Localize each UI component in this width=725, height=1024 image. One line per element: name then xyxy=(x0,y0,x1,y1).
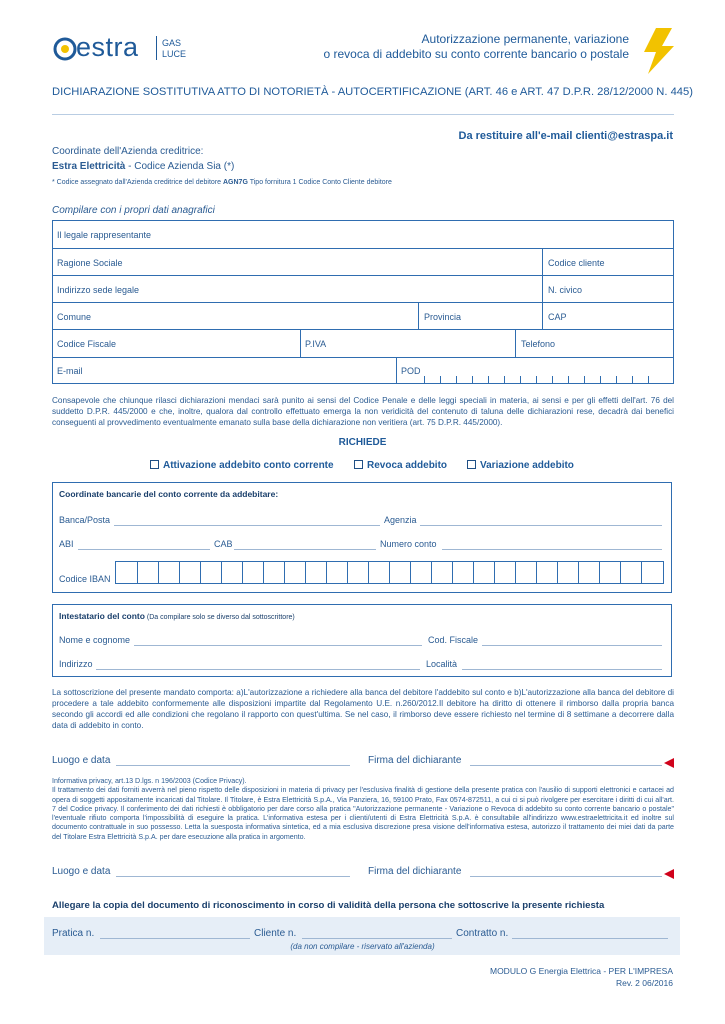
estra-logo xyxy=(52,34,192,64)
holder-address-input[interactable] xyxy=(96,669,420,670)
attach-note: Allegare la copia del documento di riconoscimento in corso di validità della persona che sottoscrive la presente richiesta xyxy=(52,900,605,911)
warning-text: Consapevole che chiunque rilasci dichiarazioni mendaci sarà punito ai sensi del Codice Penale e delle leggi speciali in materia, ai sensi e per gli effetti dell'art. 76 del suddetto D.P.R. 445/2000 e che, inoltre, qualora dal controllo effettuato emerga la non veridicità del contenuto di taluna delle dichiarazioni rese, decadrà dai benefici conseguenti al provvedimento eventualmente emanato sulla base della dichiarazione non veritiera (art. 75 D.P.R. 445/2000). xyxy=(52,396,674,427)
creditor-code: - Codice Azienda Sia (*) xyxy=(125,161,235,172)
lightning-icon xyxy=(642,28,676,74)
red-arrow-icon xyxy=(664,869,674,879)
holder-address-label: Indirizzo xyxy=(59,659,93,669)
privacy-text: Informativa privacy, art.13 D.lgs. n 196/2003 (Codice Privacy). Il trattamento dei dati forniti avverrà nel pieno rispetto delle disposizioni in materia di privacy per l'esclusiva finalità di gestione della presente pratica con l'ausilio di supporti elettronici e cartacei ad opera di soggetti appositamente incaricati dal Titolare. Il Titolare, è Estra Elettricità S.p.A., Via Panziera, 16, 59100 Prato, Fax 0574-872511, a cui ci si può rivolgere per esercitare i diritti di cui all'art. 7 del Codice privacy. Il conferimento dei dati richiesti è obbligatorio per dare corso alla pratica "Autorizzazione permanente - Variazione o Revoca di addebito su conto corrente bancario o postale" l'eventuale rifiuto comporta l'impossibilità di eseguire la pratica. L'informativa estesa per i clienti/utenti di Estra Elettricità S.p.A. è consultabile all'indirizzo www.estraelettricita.it ed inoltre sul documento contrattuale in suo possesso. Letta la suesposta informativa sintetica, ed a mia esclusiva discrezione presa visione dell'informativa estesa, autorizzo il trattamento dei miei dati da parte del Titolare Estra Elettricità S.p.A. per dare esecuzione alla pratica in argomento. xyxy=(52,777,674,841)
field-pod[interactable]: POD xyxy=(401,366,421,376)
agency-label: Agenzia xyxy=(384,515,417,525)
signature-input-1[interactable] xyxy=(470,765,662,766)
return-email: Da restituire all'e-mail clienti@estraspa.it xyxy=(458,130,673,142)
practice-input[interactable] xyxy=(100,938,250,939)
cab-input[interactable] xyxy=(234,549,376,550)
field-address[interactable]: Indirizzo sede legale xyxy=(57,285,140,295)
signature-label-2: Firma del dichiarante xyxy=(368,866,462,877)
bank-post-label: Banca/Posta xyxy=(59,515,111,525)
brand-sub-gas: GAS xyxy=(162,38,182,48)
abi-input[interactable] xyxy=(78,549,210,550)
account-label: Numero conto xyxy=(380,539,437,549)
field-vat[interactable]: P.IVA xyxy=(305,339,327,349)
estra-logo-mark xyxy=(52,36,78,62)
request-title: RICHIEDE xyxy=(338,437,387,448)
creditor-label: Coordinate dell'Azienda creditrice: xyxy=(52,146,204,157)
field-cap[interactable]: CAP xyxy=(548,312,567,322)
client-input[interactable] xyxy=(302,938,452,939)
brand-sub-luce: LUCE xyxy=(162,49,187,59)
checkbox-revoke[interactable] xyxy=(354,460,363,469)
field-company[interactable]: Ragione Sociale xyxy=(57,258,123,268)
red-arrow-icon xyxy=(664,758,674,768)
header-subtitle-1: Autorizzazione permanente, variazione xyxy=(421,32,629,46)
header-subtitle-2: o revoca di addebito su conto corrente bancario o postale xyxy=(323,47,629,61)
checkbox-variation[interactable] xyxy=(467,460,476,469)
checkbox-activation[interactable] xyxy=(150,460,159,469)
option-activation-label: Attivazione addebito conto corrente xyxy=(163,460,334,471)
brand-divider xyxy=(156,36,157,60)
mandate-text: La sottoscrizione del presente mandato comporta: a)L'autorizzazione a richiedere alla banca del debitore l'addebito sul conto e b)L'autorizzazione alla banca del debitore di procedere a tale addebito conformemente alle disposizioni impartite dal Regolamento U.E. n.260/2012.Il debitore ha diritto di ottenere il rimborso dalla propria banca secondo gli accordi ed alle condizioni che regolano il rapporto con quest'ultima. Se nel caso, il rimborso deve essere richiesto nel termine di 8 settimane a decorrere dalla data di addebito in conto. xyxy=(52,688,674,730)
iban-label: Codice IBAN xyxy=(59,574,111,584)
footer-model: MODULO G Energia Elettrica - PER L'IMPRESA xyxy=(489,966,673,976)
abi-label: ABI xyxy=(59,539,74,549)
option-activation[interactable] xyxy=(150,460,334,471)
creditor-note-pre: * Codice assegnato dall'Azienda creditrice del debitore xyxy=(52,179,223,186)
holder-fiscal-label: Cod. Fiscale xyxy=(428,635,479,645)
fill-heading: Compilare con i propri dati anagrafici xyxy=(52,205,215,216)
holder-title-text: Intestatario del conto xyxy=(59,611,145,621)
cab-label: CAB xyxy=(214,539,233,549)
field-client-code[interactable]: Codice cliente xyxy=(548,258,605,268)
signature-input-2[interactable] xyxy=(470,876,662,877)
account-input[interactable] xyxy=(442,549,662,550)
holder-fiscal-input[interactable] xyxy=(482,645,662,646)
place-date-label-1: Luogo e data xyxy=(52,755,111,766)
holder-name-input[interactable] xyxy=(134,645,422,646)
field-city[interactable]: Comune xyxy=(57,312,92,322)
field-fiscal-code[interactable]: Codice Fiscale xyxy=(57,339,117,349)
holder-name-label: Nome e cognome xyxy=(59,635,131,645)
creditor-note xyxy=(52,179,392,186)
practice-label: Pratica n. xyxy=(52,928,95,939)
field-province[interactable]: Provincia xyxy=(424,312,462,322)
holder-locality-input[interactable] xyxy=(462,669,662,670)
signature-label-1: Firma del dichiarante xyxy=(368,755,462,766)
holder-note: (Da compilare solo se diverso dal sottoscrittore) xyxy=(144,614,295,621)
field-legal-rep[interactable]: Il legale rappresentante xyxy=(57,230,152,240)
field-phone[interactable]: Telefono xyxy=(521,339,556,349)
divider-top xyxy=(52,114,674,115)
option-variation[interactable] xyxy=(467,460,574,471)
client-label: Cliente n. xyxy=(254,928,297,939)
place-date-label-2: Luogo e data xyxy=(52,866,111,877)
holder-title xyxy=(59,611,295,621)
bank-title: Coordinate bancarie del conto corrente da addebitare: xyxy=(59,489,279,499)
place-date-input-1[interactable] xyxy=(116,765,350,766)
agency-input[interactable] xyxy=(420,525,662,526)
field-civic[interactable]: N. civico xyxy=(548,285,583,295)
option-revoke-label: Revoca addebito xyxy=(367,460,448,471)
field-email[interactable]: E-mail xyxy=(57,366,83,376)
creditor-note-code: AGN7G xyxy=(223,179,248,186)
page-title: DICHIARAZIONE SOSTITUTIVA ATTO DI NOTORIETÀ - AUTOCERTIFICAZIONE (ART. 46 e ART. 47 D.P.R. 28/12/2000 N. 445) xyxy=(52,86,693,98)
iban-grid[interactable] xyxy=(115,561,664,584)
option-variation-label: Variazione addebito xyxy=(480,460,574,471)
footer-rev: Rev. 2 06/2016 xyxy=(615,978,673,988)
place-date-input-2[interactable] xyxy=(116,876,350,877)
brand-name: estra xyxy=(76,32,139,62)
office-note: (da non compilare - riservato all'azienda) xyxy=(290,942,435,951)
option-revoke[interactable] xyxy=(354,460,447,471)
creditor-name: Estra Elettricità xyxy=(52,161,126,172)
contract-label: Contratto n. xyxy=(456,928,509,939)
bank-post-input[interactable] xyxy=(114,525,380,526)
contract-input[interactable] xyxy=(512,938,668,939)
creditor-line xyxy=(52,161,234,172)
creditor-note-post: Tipo fornitura 1 Codice Conto Cliente debitore xyxy=(247,179,392,186)
holder-locality-label: Località xyxy=(426,659,458,669)
